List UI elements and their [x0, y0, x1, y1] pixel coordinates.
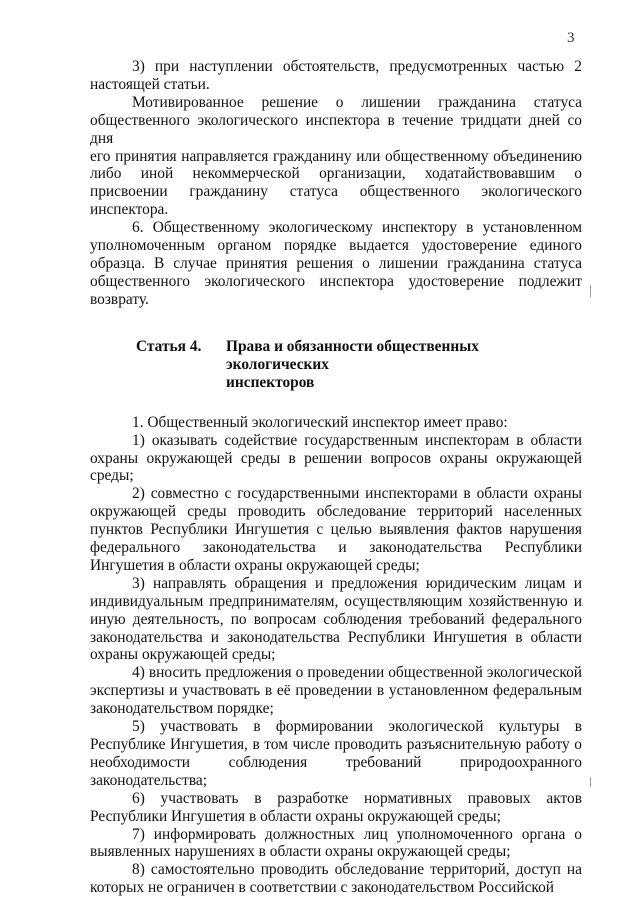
text-line: 3) при наступлении обстоятельств, предусмотренных частью 2 — [132, 58, 582, 75]
text-line: охраны окружающей среды; — [90, 646, 276, 664]
text-line: законодательства и законодательства Республики Ингушетия в области — [90, 628, 582, 646]
text-line: 2) совместно с государственными инспекторами в области охраны — [132, 485, 582, 503]
article-title-line-1: Права и обязанности общественных экологических — [226, 337, 479, 373]
text-line: 8) самостоятельно проводить обследование территорий, доступ на — [132, 861, 582, 879]
bottom-paragraphs — [90, 414, 582, 897]
text-line: 7) информировать должностных лиц уполномоченного органа о — [132, 825, 582, 843]
text-line: индивидуальным предпринимателям, осуществляющим хозяйственную и — [90, 592, 582, 610]
article-title-line-2: инспекторов — [226, 373, 315, 391]
paragraph — [90, 58, 582, 94]
text-line: его принятия направляется гражданину или общественному объединению — [90, 147, 582, 165]
text-line: иную деятельность, по вопросам соблюдения требований федерального — [90, 610, 582, 628]
paragraph — [90, 826, 582, 862]
text-line: среды; — [90, 467, 134, 485]
paragraph — [90, 414, 582, 432]
document-body — [90, 58, 582, 897]
text-line: законодательством порядке; — [90, 700, 274, 718]
article-heading — [90, 338, 582, 392]
text-line: которых не ограничен в соответствии с законодательством Российской — [90, 879, 555, 897]
text-line: Республики Ингушетия в области охраны окружающей среды; — [90, 807, 501, 825]
text-line: 6) участвовать в разработке нормативных правовых актов — [132, 789, 582, 807]
top-paragraphs — [90, 58, 582, 309]
text-line: законодательства; — [90, 771, 208, 789]
page-number: 3 — [567, 30, 575, 46]
text-line: 4) вносить предложения о проведении общественной экологической — [132, 664, 582, 682]
text-line: Мотивированное решение о лишении гражданина статуса — [132, 93, 582, 111]
paragraph — [90, 219, 582, 309]
paragraph — [90, 485, 582, 575]
paragraph — [90, 575, 582, 665]
text-line: настоящей статьи. — [90, 75, 210, 93]
text-line: возврату. — [90, 290, 149, 308]
text-line: 3) направлять обращения и предложения юридическим лицам и — [132, 574, 582, 592]
text-line: либо иной некоммерческой организации, ходатайствовавшим о — [90, 165, 582, 183]
scan-mark — [590, 777, 591, 787]
text-line: 1) оказывать содействие государственным инспекторам в области — [132, 431, 582, 449]
text-line: Ингушетия в области охраны окружающей среды; — [90, 556, 420, 574]
article-title — [226, 338, 582, 392]
scan-mark — [590, 285, 591, 297]
text-line: выявленных нарушениях в области охраны окружающей среды; — [90, 843, 511, 861]
text-line: присвоении гражданину статуса общественного экологического — [90, 183, 582, 201]
text-line: 1. Общественный экологический инспектор имеет право: — [132, 413, 508, 431]
text-line: окружающей среды проводить обследование территорий населенных — [90, 503, 582, 521]
paragraph — [90, 718, 582, 790]
text-line: охраны окружающей среды в решении вопросов охраны окружающей — [90, 449, 582, 467]
text-line: 6. Общественному экологическому инспектору в установленном — [132, 219, 582, 237]
text-line: Республике Ингушетия, в том числе проводить разъяснительную работу о — [90, 736, 582, 753]
text-line: инспектора. — [90, 201, 169, 219]
text-line: общественного экологического инспектора удостоверение подлежит — [90, 272, 582, 290]
paragraph — [90, 790, 582, 826]
text-line: необходимости соблюдения требований природоохранного — [90, 753, 582, 771]
text-line: пунктов Республики Ингушетия с целью выявления фактов нарушения — [90, 521, 582, 539]
text-line: образца. В случае принятия решения о лишении гражданина статуса — [90, 254, 582, 272]
paragraph — [90, 94, 582, 219]
text-line: экспертизы и участвовать в её проведении в установленном федеральным — [90, 682, 582, 700]
text-line: 5) участвовать в формировании экологической культуры в — [132, 718, 582, 736]
paragraph — [90, 432, 582, 486]
text-line: федерального законодательства и законодательства Республики — [90, 539, 582, 557]
paragraph — [90, 861, 582, 897]
text-line: уполномоченным органом порядке выдается удостоверение единого — [90, 237, 582, 255]
article-number: Статья 4. — [136, 337, 202, 355]
text-line: общественного экологического инспектора в течение тридцати дней со дня — [90, 111, 582, 147]
paragraph — [90, 664, 582, 718]
